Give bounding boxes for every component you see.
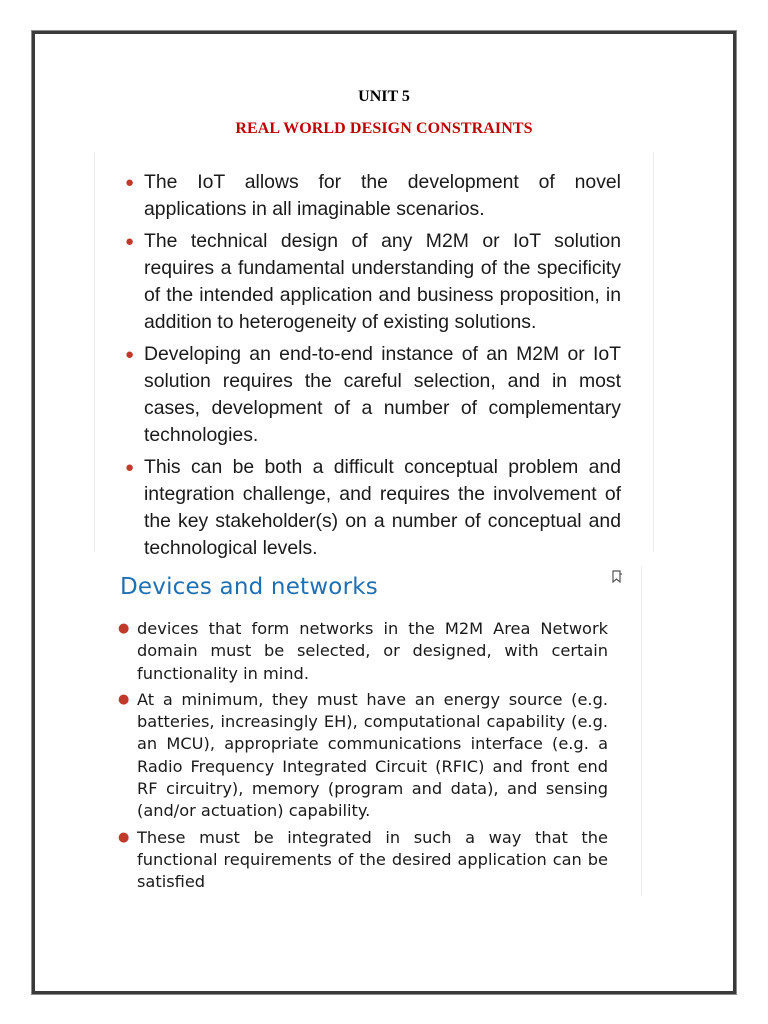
bullet-list (125, 169, 621, 567)
bullet-dot-icon: ● (125, 174, 135, 191)
list-item-text: The technical design of any M2M or IoT solution requires a fundamental understanding of the specificity of the intended application and business proposition, in addition to heterogeneity of existing solutions. (144, 230, 621, 333)
bullet-dot-icon: ● (125, 233, 135, 250)
list-item (118, 689, 608, 823)
bullet-list (118, 618, 608, 898)
bullet-dot-icon: ● (125, 459, 135, 476)
list-item (125, 454, 621, 562)
list-item-text: Developing an end-to-end instance of an M2M or IoT solution requires the careful selection, and in most cases, development of a number of complementary technologies. (144, 343, 621, 446)
list-item-text: This can be both a difficult conceptual problem and integration challenge, and requires the involvement of the key stakeholder(s) on a number of conceptual and technological levels. (144, 456, 621, 559)
list-item (125, 341, 621, 449)
list-item-text: At a minimum, they must have an energy source (e.g. batteries, increasingly EH), computational capability (e.g. an MCU), appropriate communications interface (e.g. a Radio Frequency Integrated Circuit (RFIC) and front end RF circuitry), memory (program and data), and sensing (and/or actuation) capability. (137, 689, 608, 821)
bullet-dot-icon: ● (118, 691, 130, 707)
section-title: REAL WORLD DESIGN CONSTRAINTS (235, 120, 533, 137)
unit-title: UNIT 5 (358, 88, 410, 105)
list-item-text: The IoT allows for the development of novel applications in all imaginable scenarios. (144, 171, 621, 220)
bullet-dot-icon: ● (118, 829, 130, 845)
slide-heading: Devices and networks (120, 574, 378, 600)
list-item (118, 618, 608, 685)
bullet-dot-icon: ● (118, 621, 130, 636)
list-item-text: devices that form networks in the M2M Area Network domain must be selected, or designed, with certain functionality in mind. (137, 619, 608, 683)
list-item (125, 169, 621, 223)
bookmark-icon (611, 570, 623, 584)
slide-image-iot-overview (94, 152, 654, 559)
list-item (118, 827, 608, 894)
list-item-text: These must be integrated in such a way that the functional requirements of the desired application can be satisfied (137, 827, 608, 892)
list-item (125, 228, 621, 336)
slide-image-devices-networks (94, 566, 642, 896)
bullet-dot-icon: ● (125, 346, 135, 363)
